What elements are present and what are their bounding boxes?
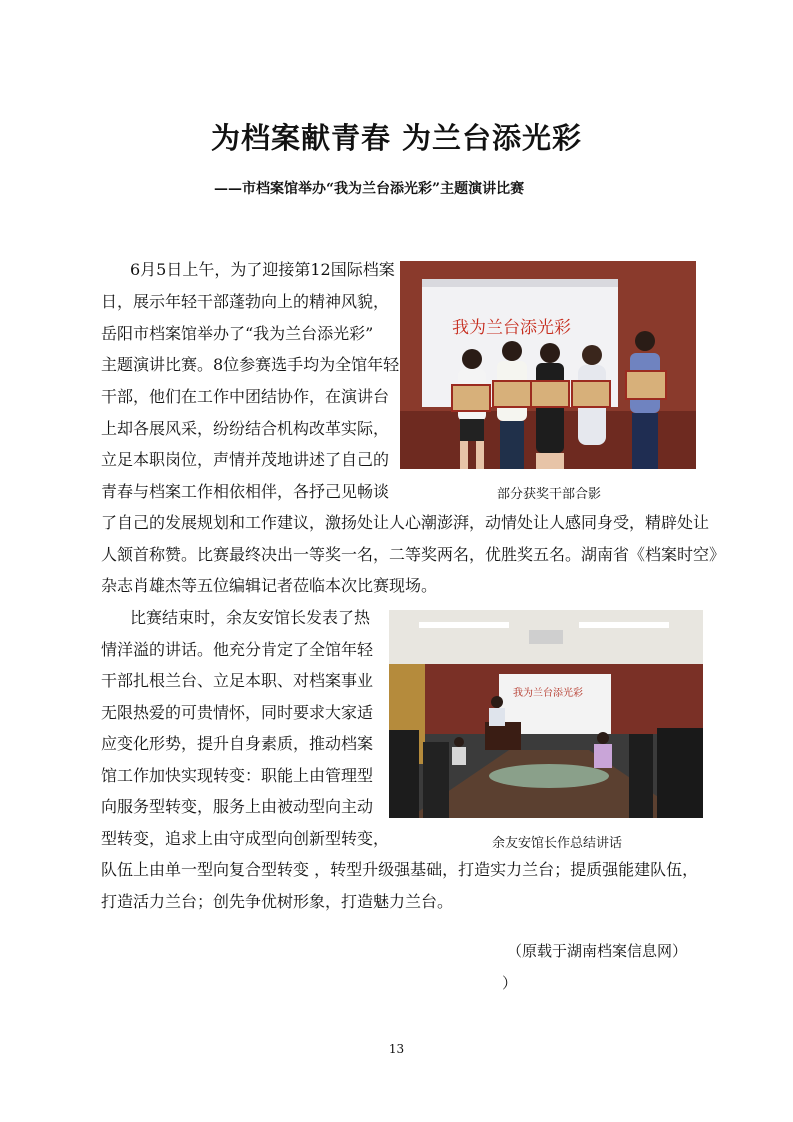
para2-line: 馆工作加快实现转变：职能上由管理型 [101,766,374,785]
page-number: 13 [388,1042,405,1056]
para2-line: 向服务型转变，服务上由被动型向主动 [101,797,374,816]
speech-meeting-photo [389,610,703,818]
photo2-caption: 余友安馆长作总结讲话 [492,836,623,851]
para1-line: 人颔首称赞。比赛最终决出一等奖一名，二等奖两名，优胜奖五名。湖南省《档案时空》 [101,545,726,564]
source-note-tail: ） [502,974,518,992]
para1-line: 立足本职岗位，声情并茂地讲述了自己的 [101,450,390,469]
para1-line: 了自己的发展规划和工作建议，激扬处让人心潮澎湃，动情处让人感同身受，精辟处让 [101,513,710,532]
para1-line: 杂志肖雄杰等五位编辑记者莅临本次比赛现场。 [101,576,438,595]
para1-line: 主题演讲比赛。8位参赛选手均为全馆年轻 [101,355,400,374]
para1-line: 上却各展风采，纷纷结合机构改革实际， [101,419,390,438]
para2-line: 干部扎根兰台、立足本职、对档案事业 [101,671,374,690]
slide-title-text: 我为兰台添光彩 [452,318,571,338]
article-title: 为档案献青春 为兰台添光彩 [210,121,583,155]
para2-line: 情洋溢的讲话。他充分肯定了全馆年轻 [101,640,374,659]
source-note: （原载于湖南档案信息网） [507,942,688,960]
para2-line: 无限热爱的可贵情怀，同时要求大家适 [101,703,374,722]
slide-title-text-2: 我为兰台添光彩 [513,688,583,699]
para2-line: 型转变，追求上由守成型向创新型转变， [101,829,390,848]
para1-line: 日，展示年轻干部蓬勃向上的精神风貌， [101,292,390,311]
article-subtitle: ——市档案馆举办“我为兰台添光彩”主题演讲比赛 [214,181,525,197]
para2-line: 打造活力兰台；创先争优树形象，打造魅力兰台。 [101,892,454,911]
photo1-caption: 部分获奖干部合影 [497,487,602,502]
para2-line: 比赛结束时，余友安馆长发表了热 [130,608,371,627]
para1-line: 6月5日上午，为了迎接第12国际档案 [130,260,395,279]
para1-line: 岳阳市档案馆举办了“我为兰台添光彩” [101,324,374,343]
award-group-photo [400,261,696,469]
para2-line: 队伍上由单一型向复合型转变 ，转型升级强基础，打造实力兰台；提质强能建队伍， [101,860,699,879]
para1-line: 青春与档案工作相依相伴，各抒己见畅谈 [101,482,390,501]
para2-line: 应变化形势，提升自身素质，推动档案 [101,734,374,753]
para1-line: 干部，他们在工作中团结协作，在演讲台 [101,387,390,406]
